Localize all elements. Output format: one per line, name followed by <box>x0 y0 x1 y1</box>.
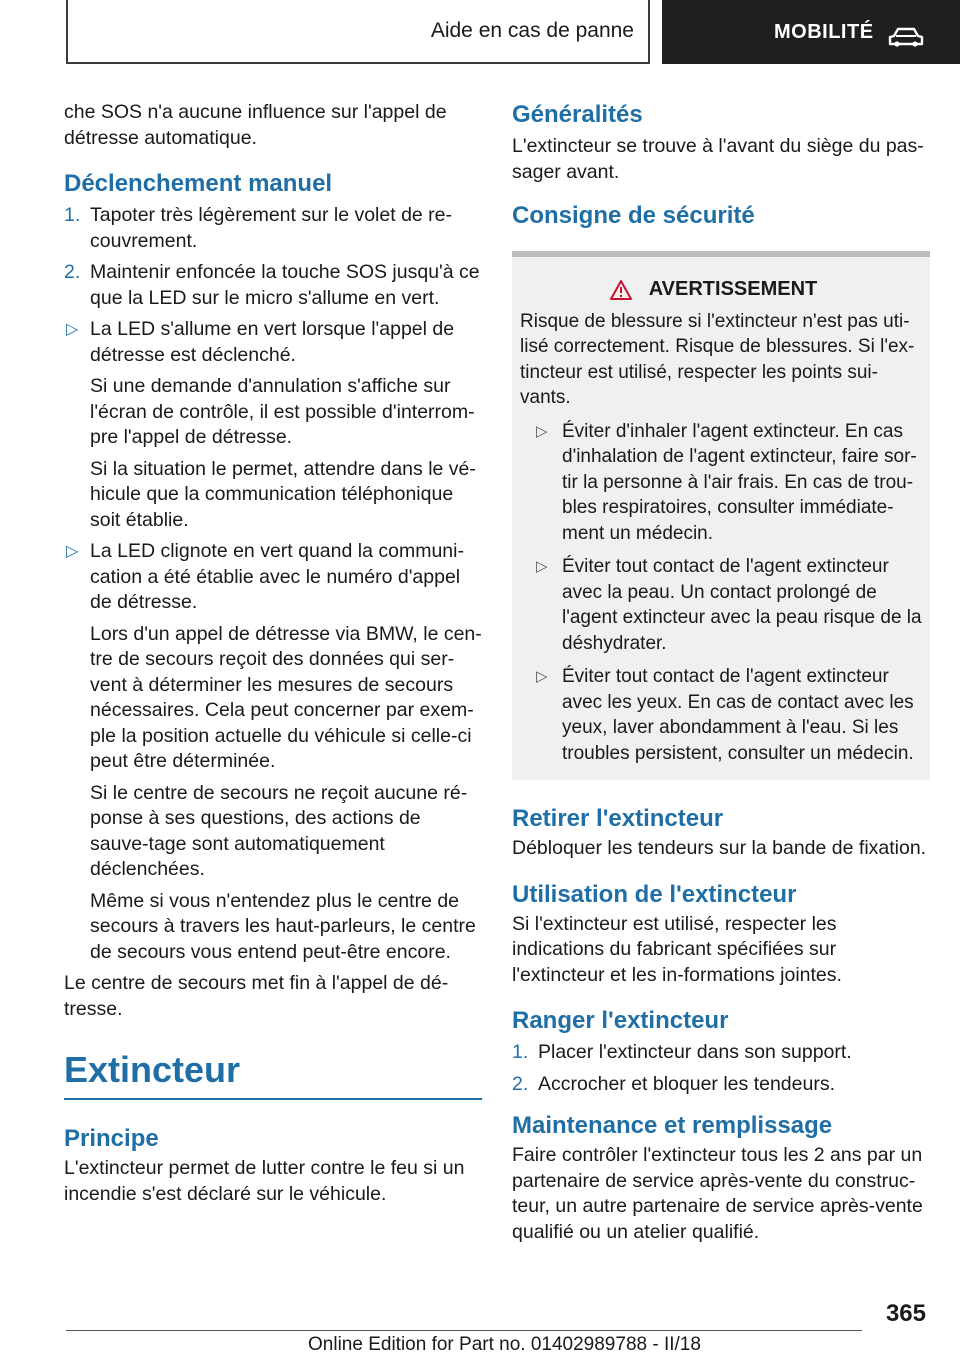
list-item <box>512 1072 930 1098</box>
retirer-heading: Retirer l'extincteur <box>512 805 724 832</box>
right-column <box>512 100 930 1249</box>
principe-heading: Principe <box>64 1125 159 1152</box>
warning-item-text: Éviter d'inhaler l'agent extincteur. En cas d'inhalation de l'agent extincteur, faire sor‐tir la personne à l'air frais. En cas de trou‐bles respiratoires, consulter immédiate‐ment un médecin. <box>562 420 917 544</box>
warning-item-text: Éviter tout contact de l'agent extincteur avec la peau. Un contact prolongé de l'agent extincteur avec la peau risque de la déshydrater. <box>562 556 922 654</box>
retirer-text: Débloquer les tendeurs sur la bande de fixation. <box>512 837 927 859</box>
result-paragraph: Même si vous n'entendez plus le centre de secours à travers les haut-parleurs, le centre de secours vous entend peut-être encore. <box>90 889 476 963</box>
warning-item <box>520 664 922 766</box>
intro-text: che SOS n'a aucune influence sur l'appel de détresse automatique. <box>64 101 447 149</box>
edition-text: Online Edition for Part no. 01402989788 - II/18 <box>308 1334 701 1355</box>
step-number: 1. <box>64 204 81 226</box>
utilisation-text: Si l'extincteur est utilisé, respecter les indications du fabricant spécifiées sur l'extincteur et les in‐formations jointes. <box>512 912 842 986</box>
page-header <box>66 0 960 64</box>
result-arrow-icon: ▷ <box>66 321 79 338</box>
step-text: Maintenir enfoncée la touche SOS jusqu'à ce que la LED sur le micro s'allume en vert. <box>90 261 480 309</box>
left-column <box>64 100 482 1211</box>
footer-rule <box>66 1330 862 1331</box>
list-item <box>512 1040 930 1066</box>
step-number: 2. <box>64 261 81 283</box>
car-icon <box>888 27 924 47</box>
step-number: 1. <box>512 1041 529 1063</box>
result-item <box>64 539 482 616</box>
result-arrow-icon: ▷ <box>66 543 79 560</box>
manual-heading: Déclenchement manuel <box>64 170 333 197</box>
warning-item <box>520 554 922 656</box>
result-paragraph: Si une demande d'annulation s'affiche sur l'écran de contrôle, il est possible d'interrom‐pre l'appel de détresse. <box>90 375 475 448</box>
chapter-title: MOBILITÉ <box>774 20 874 43</box>
bullet-arrow-icon: ▷ <box>536 422 548 440</box>
generalites-text: L'extincteur se trouve à l'avant du siège du pas‐sager avant. <box>512 135 924 183</box>
end-text: Le centre de secours met fin à l'appel de dé‐tresse. <box>64 972 449 1020</box>
step-text: Accrocher et bloquer les tendeurs. <box>538 1072 835 1095</box>
warning-item <box>520 419 922 547</box>
ranger-heading: Ranger l'extincteur <box>512 1007 729 1034</box>
warning-box <box>512 251 930 780</box>
warning-triangle-icon <box>609 279 633 301</box>
result-item <box>64 317 482 368</box>
warning-item-text: Éviter tout contact de l'agent extincteur avec les yeux. En cas de contact avec les yeux, laver abondamment à l'eau. Si les troubles persistent, consulter un médecin. <box>562 666 914 764</box>
heading-rule <box>64 1098 482 1100</box>
page-number: 365 <box>885 1300 926 1327</box>
consigne-heading: Consigne de sécurité <box>512 202 755 229</box>
bullet-arrow-icon: ▷ <box>536 558 548 575</box>
utilisation-heading: Utilisation de l'extincteur <box>512 880 797 908</box>
result-paragraph: Lors d'un appel de détresse via BMW, le cen‐tre de secours reçoit des données qui ser‐vent à déterminer les mesures de secours nécessaires. Cela peut concerner par exem‐ple la position actuelle du véhicule si celle-ci peut être déterminée. <box>90 622 482 772</box>
list-item <box>64 203 482 254</box>
result-text: La LED s'allume en vert lorsque l'appel de détresse est déclenché. <box>90 318 455 366</box>
step-text: Placer l'extincteur dans son support. <box>538 1041 852 1063</box>
result-text: La LED clignote en vert quand la communi‐cation a été établie avec le numéro d'appel de détresse. <box>90 540 464 613</box>
maintenance-text: Faire contrôler l'extincteur tous les 2 ans par un partenaire de service après-vente du construc‐teur, un autre partenaire de service après-vente qualifié ou un atelier qualifié. <box>512 1144 923 1243</box>
principe-text: L'extincteur permet de lutter contre le feu si un incendie s'est déclaré sur le véhicule. <box>64 1157 465 1205</box>
section-title: Aide en cas de panne <box>66 0 650 64</box>
extincteur-heading: Extincteur <box>64 1049 241 1090</box>
chapter-tab <box>662 0 960 64</box>
step-number: 2. <box>512 1072 529 1095</box>
step-text: Tapoter très légèrement sur le volet de re‐couvrement. <box>90 204 453 252</box>
bullet-arrow-icon: ▷ <box>536 668 548 685</box>
generalites-heading: Généralités <box>512 101 643 128</box>
list-item <box>64 260 482 311</box>
result-paragraph: Si le centre de secours ne reçoit aucune ré‐ponse à ses questions, des actions de sauve‐tage sont automatiquement déclenchées. <box>90 781 468 880</box>
warning-title-text: AVERTISSEMENT <box>648 278 818 300</box>
maintenance-heading: Maintenance et remplissage <box>512 1112 833 1139</box>
warning-title <box>520 277 922 303</box>
warning-text: Risque de blessure si l'extincteur n'est pas uti‐lisé correctement. Risque de blessures. Si l'ex‐tincteur est utilisé, respecter les points sui‐vants. <box>520 310 915 408</box>
result-paragraph: Si la situation le permet, attendre dans le vé‐hicule que la communication téléphonique soit établie. <box>90 457 476 531</box>
